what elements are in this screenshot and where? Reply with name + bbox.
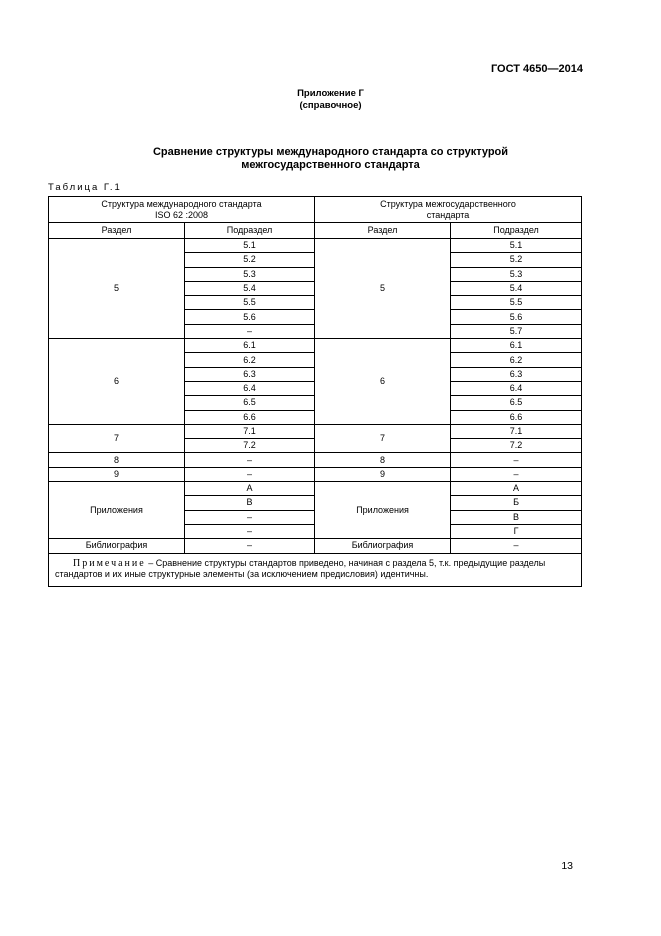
table-row [49,339,582,353]
table-note-row [49,553,582,586]
right-subsection-cell: 5.7 [451,324,582,338]
table-row [49,467,582,481]
left-subsection-cell: 5.2 [185,253,315,267]
left-subsection-cell: – [185,510,315,524]
left-subsection-cell: 6.4 [185,381,315,395]
annex-heading [0,88,661,112]
left-section-cell: 6 [49,339,185,425]
left-subsection-cell: 6.5 [185,396,315,410]
right-subsection-cell: – [451,539,582,553]
annex-subtitle: (справочное) [299,100,362,111]
group-header-international-line-2: ISO 62 :2008 [154,209,209,220]
left-subsection-cell: 5.4 [185,281,315,295]
table-caption: Таблица Г.1 [48,182,122,193]
left-subsection-cell: 6.3 [185,367,315,381]
left-subsection-cell: 5.1 [185,239,315,253]
left-section-cell: Приложения [49,482,185,539]
right-subsection-cell: 6.4 [451,381,582,395]
group-header-interstate [315,197,582,223]
table-row [49,424,582,438]
note-label: Примечание [73,557,146,569]
right-subsection-cell: 5.2 [451,253,582,267]
left-subsection-cell: – [185,324,315,338]
right-subsection-cell: В [451,510,582,524]
col-header-subsection: Подраздел [451,223,582,239]
right-subsection-cell: 6.3 [451,367,582,381]
left-subsection-cell: А [185,482,315,496]
heading-line-2: межгосударственного стандарта [241,159,420,171]
left-subsection-cell: 7.1 [185,424,315,438]
right-subsection-cell: 6.2 [451,353,582,367]
left-section-cell: 9 [49,467,185,481]
right-subsection-cell: Б [451,496,582,510]
annex-title: Приложение Г [297,88,364,99]
col-header-subsection: Подраздел [185,223,315,239]
table-row [49,539,582,553]
left-subsection-cell: – [185,539,315,553]
table-group-header-row [49,197,582,223]
group-header-interstate-line-1: Структура межгосударственного [380,198,516,209]
right-subsection-cell: 6.5 [451,396,582,410]
right-subsection-cell: 6.6 [451,410,582,424]
table-note [49,553,582,586]
group-header-interstate-line-2: стандарта [426,209,470,220]
document-code: ГОСТ 4650—2014 [490,63,583,75]
right-section-cell: 9 [315,467,451,481]
left-subsection-cell: 6.1 [185,339,315,353]
left-subsection-cell: 5.6 [185,310,315,324]
right-section-cell: 7 [315,424,451,453]
right-section-cell: 5 [315,239,451,339]
right-subsection-cell: Г [451,524,582,538]
right-subsection-cell: А [451,482,582,496]
page-number: 13 [561,860,573,872]
right-subsection-cell: – [451,453,582,467]
right-section-cell: 8 [315,453,451,467]
left-subsection-cell: 6.2 [185,353,315,367]
comparison-table [48,196,582,587]
table-column-header-row [49,223,582,239]
right-subsection-cell: 5.6 [451,310,582,324]
table-row [49,453,582,467]
right-section-cell: 6 [315,339,451,425]
left-subsection-cell: 6.6 [185,410,315,424]
note-text: – Сравнение структуры стандартов приведено, начиная с раздела 5, т.к. предыдущие разделы стандартов и их иные структурные элементы (за исключением предисловия) идентичны. [55,557,546,579]
left-section-cell: Библиография [49,539,185,553]
left-section-cell: 8 [49,453,185,467]
left-section-cell: 7 [49,424,185,453]
left-section-cell: 5 [49,239,185,339]
right-subsection-cell: 6.1 [451,339,582,353]
right-subsection-cell: 5.5 [451,296,582,310]
table-row [49,239,582,253]
section-heading [0,146,661,172]
right-subsection-cell: 5.3 [451,267,582,281]
col-header-section: Раздел [315,223,451,239]
left-subsection-cell: – [185,467,315,481]
left-subsection-cell: В [185,496,315,510]
left-subsection-cell: 7.2 [185,439,315,453]
left-subsection-cell: – [185,453,315,467]
group-header-international-line-1: Структура международного стандарта [101,198,262,209]
right-subsection-cell: 7.2 [451,439,582,453]
left-subsection-cell: 5.5 [185,296,315,310]
group-header-international [49,197,315,223]
left-subsection-cell: – [185,524,315,538]
right-section-cell: Приложения [315,482,451,539]
heading-line-1: Сравнение структуры международного стандарта со структурой [152,146,509,158]
right-subsection-cell: – [451,467,582,481]
right-subsection-cell: 7.1 [451,424,582,438]
left-subsection-cell: 5.3 [185,267,315,281]
right-section-cell: Библиография [315,539,451,553]
col-header-section: Раздел [49,223,185,239]
table-row [49,482,582,496]
right-subsection-cell: 5.1 [451,239,582,253]
right-subsection-cell: 5.4 [451,281,582,295]
